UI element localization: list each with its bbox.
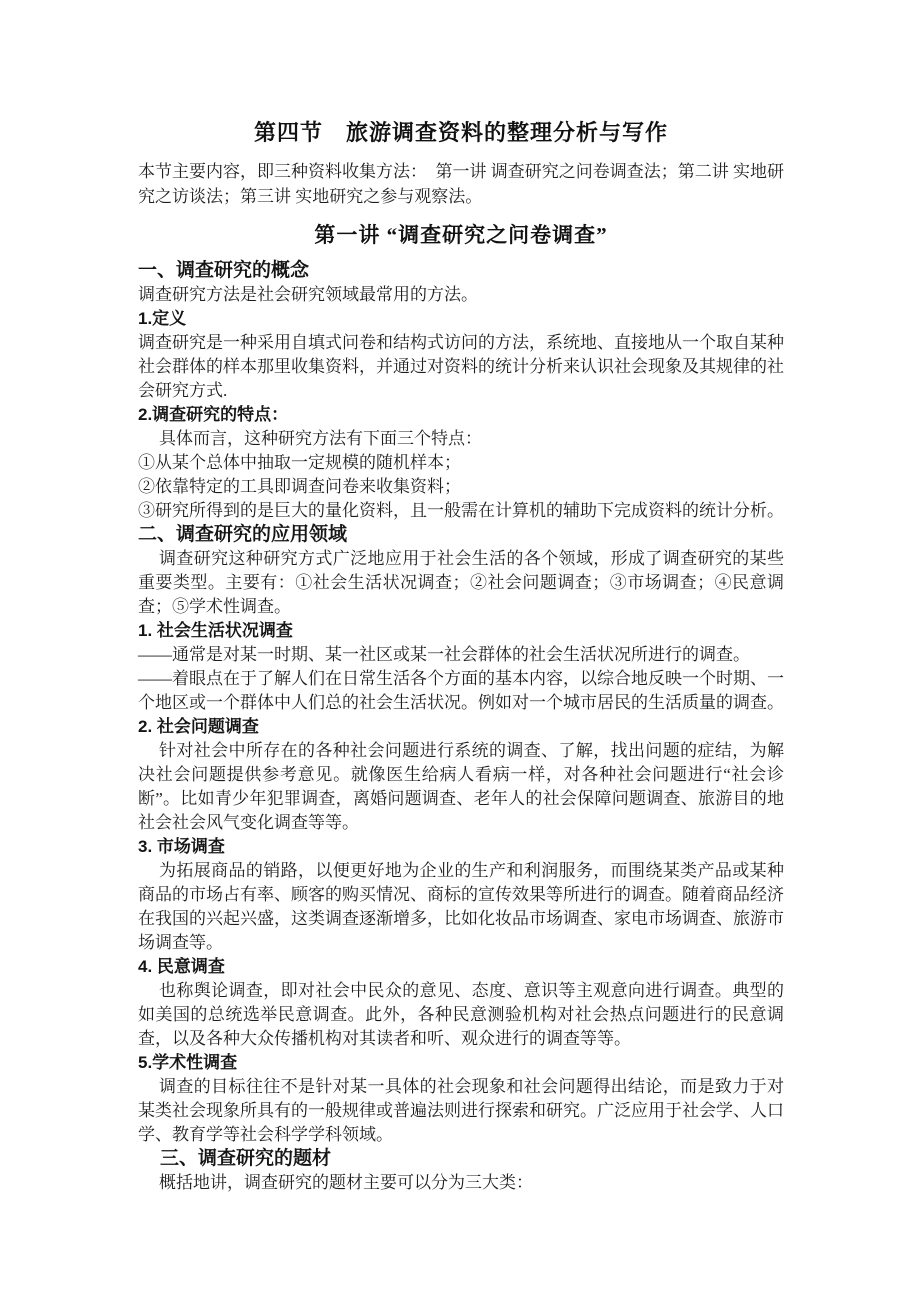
- doc-body: [138, 259, 784, 1195]
- section-heading: 二、调查研究的应用领域: [138, 524, 348, 545]
- page-title: 第四节 旅游调查资料的整理分析与写作: [253, 120, 668, 145]
- paragraph: ③研究所得到的是巨大的量化资料，且一般需在计算机的辅助下完成资料的统计分析。: [138, 501, 784, 520]
- lecture-heading: 第一讲 “调查研究之问卷调查”: [314, 223, 608, 247]
- subsection-heading: 5.学术性调查: [138, 1053, 238, 1072]
- subsection-heading: 2.调查研究的特点：: [138, 405, 289, 424]
- paragraph: ——着眼点在于了解人们在日常生活各个方面的基本内容，以综合地反映一个时期、一个地区或一个群体中人们总的社会生活状况。例如对一个城市居民的生活质量的调查。: [138, 669, 784, 712]
- subsection-heading: 2. 社会问题调查: [138, 717, 259, 736]
- paragraph: ——通常是对某一时期、某一社区或某一社会群体的社会生活状况所进行的调查。: [138, 645, 750, 664]
- paragraph: 调查研究是一种采用自填式问卷和结构式访问的方法，系统地、直接地从一个取自某种社会群体的样本那里收集资料，并通过对资料的统计分析来认识社会现象及其规律的社会研究方式.: [138, 333, 784, 400]
- subsection-heading: 3. 市场调查: [138, 837, 225, 856]
- section-heading: 三、调查研究的题材: [160, 1148, 332, 1169]
- paragraph: 为拓展商品的销路，以便更好地为企业的生产和利润服务，而围绕某类产品或某种商品的市场占有率、顾客的购买情况、商标的宣传效果等所进行的调查。随着商品经济在我国的兴起兴盛，这类调查逐渐增多，比如化妆品市场调查、家电市场调查、旅游市场调查等。: [138, 861, 784, 952]
- subsection-heading: 4. 民意调查: [138, 957, 225, 976]
- paragraph: ②依靠特定的工具即调查问卷来收集资料；: [138, 477, 461, 496]
- subsection-heading: 1.定义: [138, 309, 187, 328]
- paragraph: 调查的目标往往不是针对某一具体的社会现象和社会问题得出结论，而是致力于对某类社会现象所具有的一般规律或普遍法则进行探索和研究。广泛应用于社会学、人口学、教育学等社会科学学科领域。: [138, 1077, 784, 1144]
- paragraph: 调查研究这种研究方式广泛地应用于社会生活的各个领域，形成了调查研究的某些重要类型。主要有：①社会生活状况调查；②社会问题调查；③市场调查；④民意调查；⑤学术性调查。: [138, 549, 784, 616]
- subsection-heading: 1. 社会生活状况调查: [138, 621, 293, 640]
- paragraph: 针对社会中所存在的各种社会问题进行系统的调查、了解，找出问题的症结，为解决社会问题提供参考意见。就像医生给病人看病一样，对各种社会问题进行“社会诊断”。比如青少年犯罪调查，离婚问题调查、老年人的社会保障问题调查、旅游目的地社会社会风气变化调查等等。: [138, 741, 784, 832]
- section-heading: 一、调查研究的概念: [138, 260, 310, 281]
- document-content: [138, 118, 784, 1195]
- paragraph: 概括地讲，调查研究的题材主要可以分为三大类：: [159, 1173, 533, 1192]
- paragraph: 调查研究方法是社会研究领域最常用的方法。: [138, 285, 478, 304]
- paragraph: ①从某个总体中抽取一定规模的随机样本；: [138, 453, 461, 472]
- paragraph: 也称舆论调查，即对社会中民众的意见、态度、意识等主观意向进行调查。典型的如美国的总统选举民意调查。此外，各种民意测验机构对社会热点问题进行的民意调查，以及各种大众传播机构对其读者和听、观众进行的调查等等。: [138, 981, 784, 1048]
- intro-paragraph: 本节主要内容，即三种资料收集方法： 第一讲 调查研究之问卷调查法；第二讲 实地研究之访谈法；第三讲 实地研究之参与观察法。: [138, 162, 784, 206]
- paragraph: 具体而言，这种研究方法有下面三个特点：: [159, 429, 482, 448]
